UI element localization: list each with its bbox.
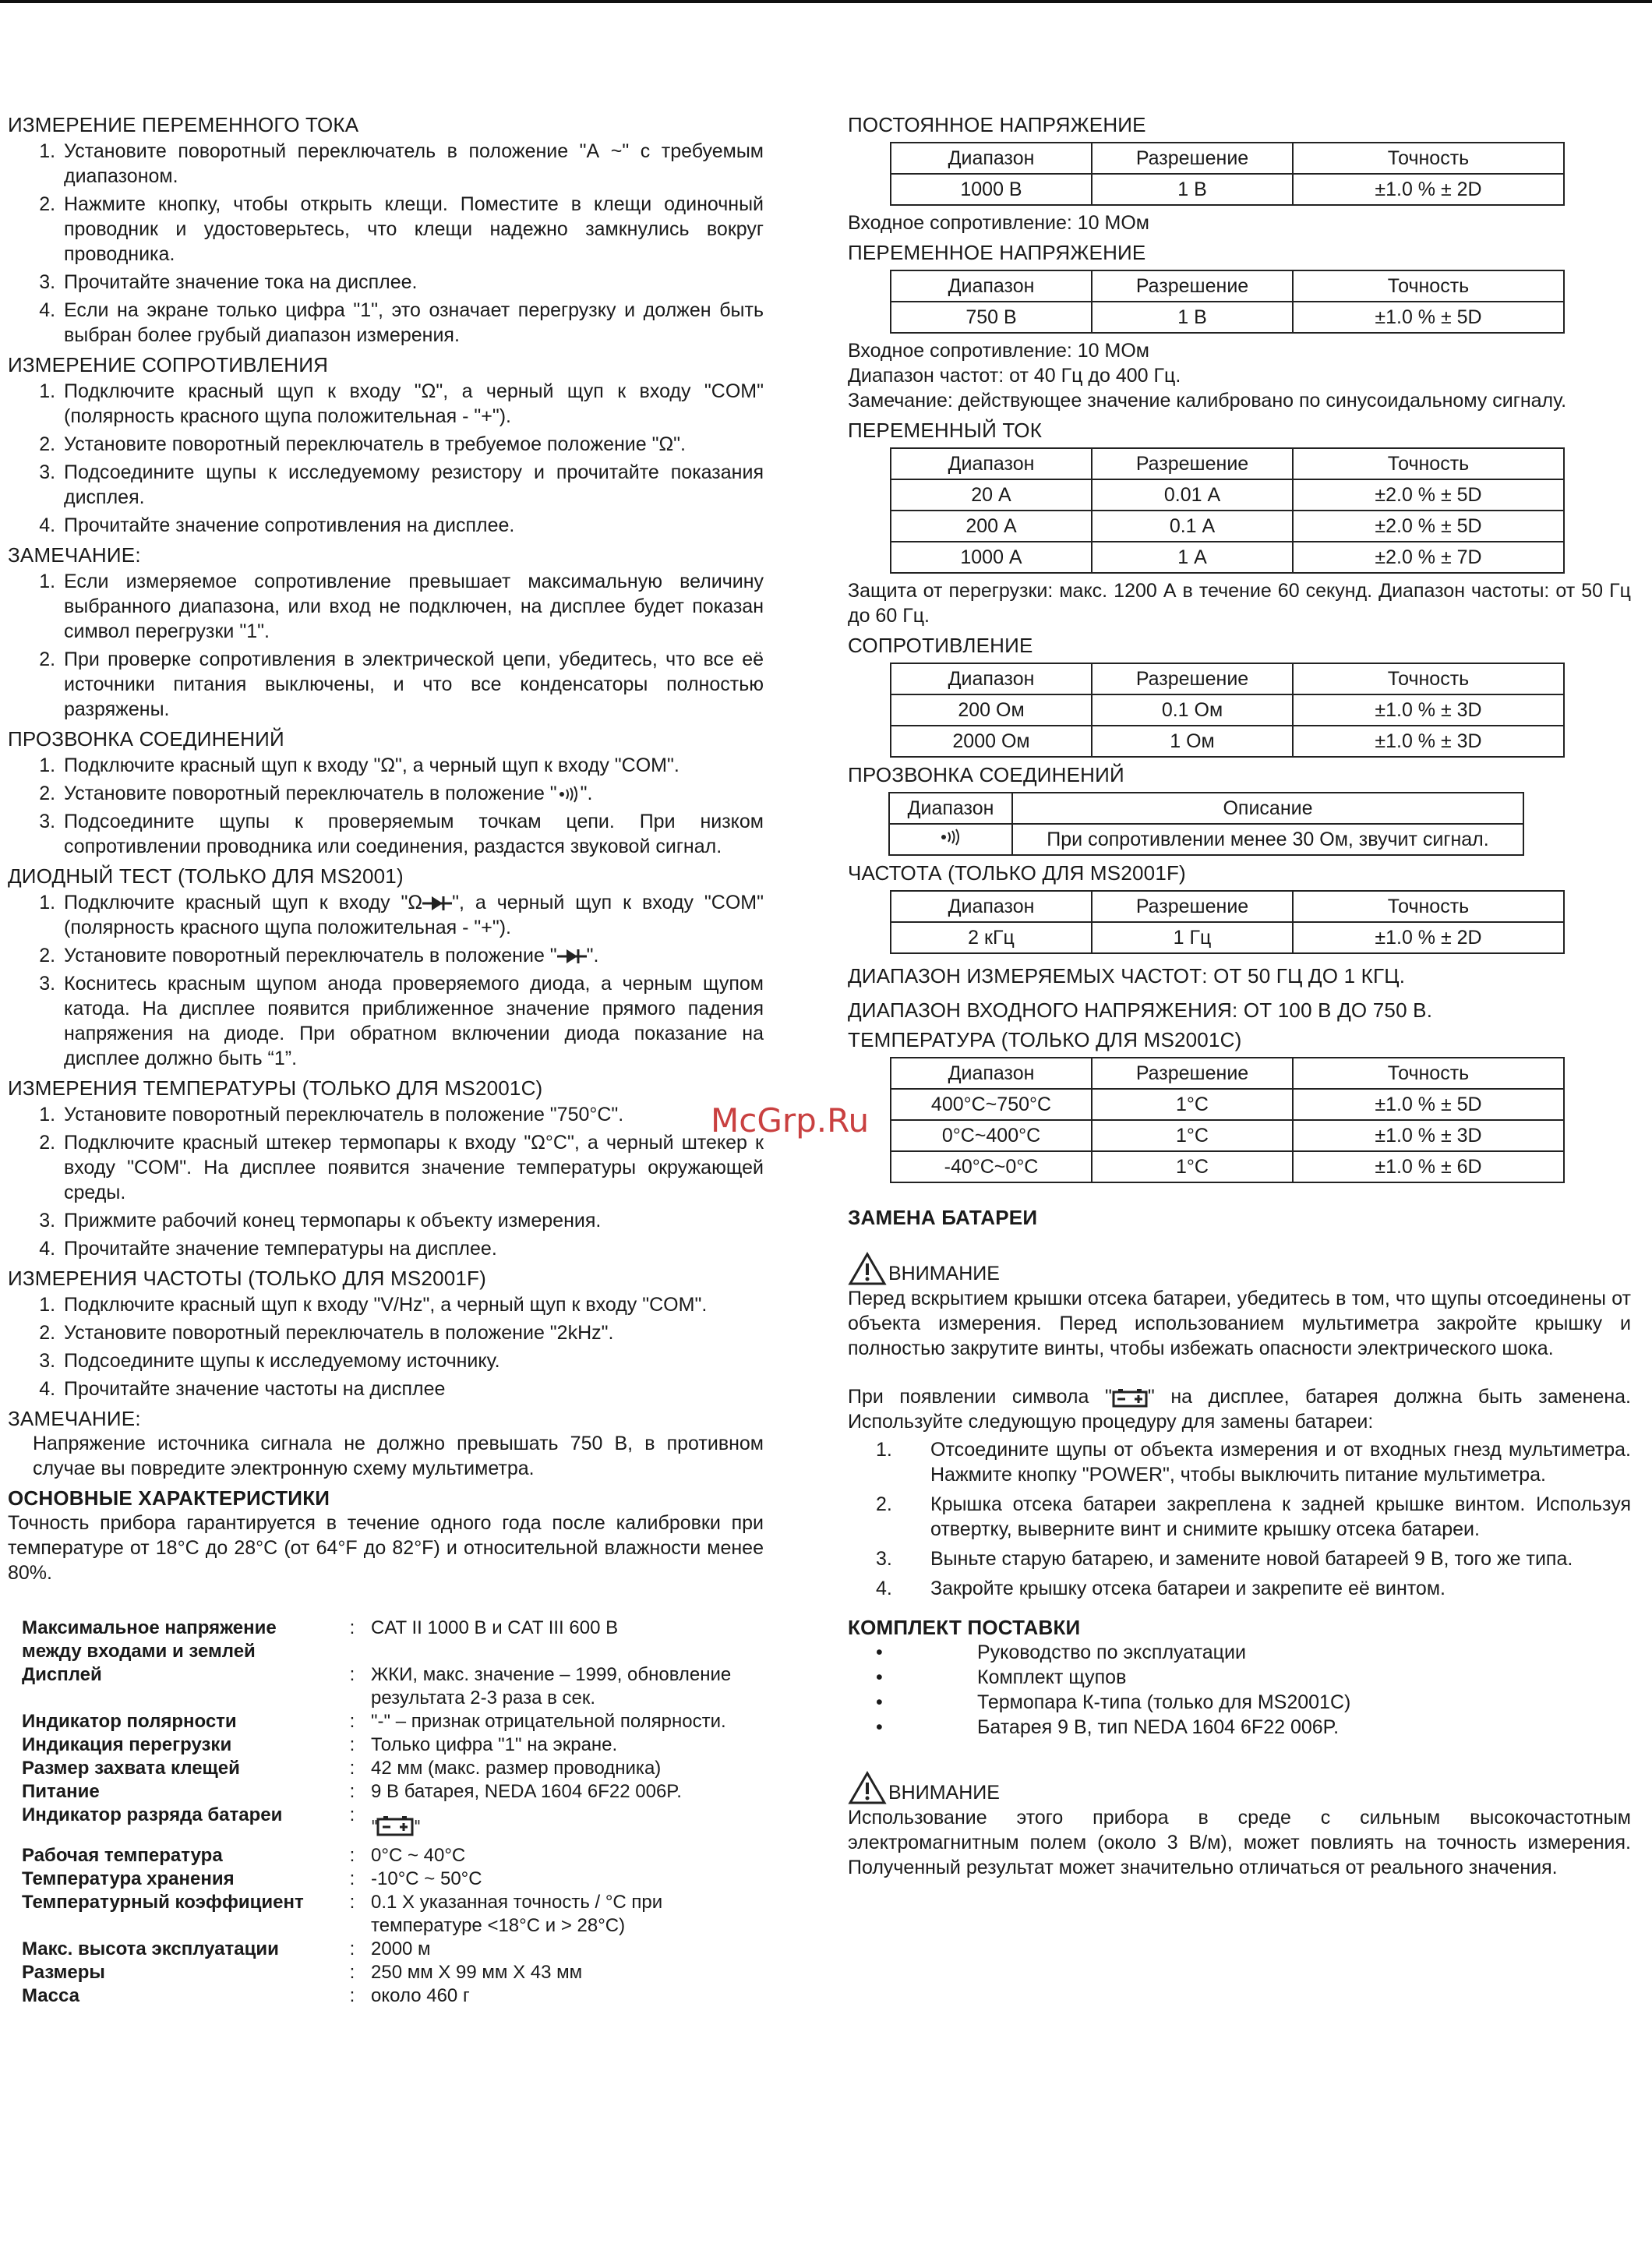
- table-row: [891, 922, 1564, 953]
- spec-key: Дисплей: [22, 1664, 102, 1685]
- table-cell: 1 Гц: [1092, 922, 1293, 953]
- kit-item: Батарея 9 В, тип NEDA 1604 6F22 006P.: [977, 1716, 1340, 1738]
- note2-title: ЗАМЕЧАНИЕ:: [8, 1407, 141, 1430]
- list-item: 3. Прижмите рабочий конец термопары к объекту измерения.: [61, 1208, 764, 1233]
- list-item: 4. Прочитайте значение температуры на дисплее.: [61, 1236, 764, 1261]
- warning-label: ВНИМАНИЕ: [888, 1782, 1000, 1804]
- diode-icon: [557, 948, 587, 965]
- top-rule: [0, 0, 1652, 3]
- acv-title: ПЕРЕМЕННОЕ НАПРЯЖЕНИЕ: [848, 241, 1146, 264]
- table-cell: 1°C: [1092, 1151, 1293, 1182]
- spec-key: Размеры: [22, 1962, 105, 1983]
- continuity-steps: [8, 753, 764, 859]
- list-item: [61, 890, 764, 940]
- aca-title: ПЕРЕМЕННЫЙ ТОК: [848, 419, 1043, 442]
- step-text: Выньте старую батарею, и замените новой батареей 9 В, того же типа.: [930, 1548, 1573, 1570]
- table-row: [22, 1710, 747, 1733]
- list-item: 1. Подключите красный щуп к входу "Ω", а черный щуп к входу "COM".: [61, 753, 764, 778]
- list-item: [61, 943, 764, 968]
- spec-key: Индикатор полярности: [22, 1711, 237, 1732]
- list-item: 3. Подсоедините щупы к исследуемому источнику.: [61, 1348, 764, 1373]
- spec-value: около 460 г: [371, 1985, 470, 2006]
- spec-colon: :: [349, 1868, 355, 1889]
- step-text: Закройте крышку отсека батареи и закрепите её винтом.: [930, 1578, 1446, 1599]
- text: ".: [580, 783, 593, 804]
- header-resolution: Разрешение: [1092, 1058, 1293, 1089]
- header-range: Диапазон: [891, 270, 1092, 302]
- step-number: 4.: [876, 1578, 892, 1599]
- header-description: Описание: [1012, 793, 1523, 824]
- svg-text:": ": [371, 1817, 379, 1836]
- table-cell: 20 А: [891, 479, 1092, 511]
- spec-colon: :: [349, 1664, 355, 1685]
- table-cell: 750 В: [891, 302, 1092, 333]
- table-header-row: [891, 448, 1564, 479]
- step-number: 2.: [876, 1493, 892, 1515]
- spec-colon: :: [349, 1781, 355, 1802]
- table-header-row: [891, 143, 1564, 174]
- list-item: 1. Если измеряемое сопротивление превышает максимальную величину выбранного диапазона, или вход не подключен, на дисплее будет показан символ перегрузки "1".: [61, 569, 764, 644]
- battery-symbol-text: [848, 1384, 1631, 1434]
- bullet: •: [876, 1716, 883, 1738]
- header-range: Диапазон: [891, 891, 1092, 922]
- table-header-row: [891, 891, 1564, 922]
- header-accuracy: Точность: [1293, 1058, 1564, 1089]
- acv-note-3: Замечание: действующее значение калибровано по синусоидальному сигналу.: [848, 390, 1567, 412]
- step-text: Крышка отсека батареи закреплена к задней крышке винтом. Используя отвертку, выверните винт и снимите крышку отсека батареи.: [930, 1493, 1631, 1540]
- table-row: [891, 1089, 1564, 1120]
- warning-icon: [848, 1252, 887, 1286]
- header-range: Диапазон: [891, 448, 1092, 479]
- table-cell: 200 А: [891, 511, 1092, 542]
- dcv-table: [890, 142, 1565, 206]
- characteristics-title: ОСНОВНЫЕ ХАРАКТЕРИСТИКИ: [8, 1486, 330, 1510]
- freq-title: ЧАСТОТА (ТОЛЬКО ДЛЯ MS2001F): [848, 861, 1186, 885]
- step-number: 1.: [876, 1439, 892, 1461]
- table-row: [891, 542, 1564, 573]
- spec-colon: :: [349, 1758, 355, 1779]
- header-accuracy: Точность: [1293, 891, 1564, 922]
- spec-value: 2000 м: [371, 1938, 431, 1959]
- spec-value: CAT II 1000 В и CAT III 600 В: [371, 1617, 619, 1638]
- table-row: [891, 1151, 1564, 1182]
- freq-note-2: ДИАПАЗОН ВХОДНОГО НАПРЯЖЕНИЯ: ОТ 100 В ДО 750 В.: [848, 998, 1433, 1022]
- table-cell: 0.01 А: [1092, 479, 1293, 511]
- list-item: [848, 1546, 1631, 1571]
- list-item: [848, 1665, 1631, 1690]
- table-cell: ±2.0 % ± 5D: [1293, 511, 1564, 542]
- header-resolution: Разрешение: [1092, 663, 1293, 694]
- spec-key: Индикация перегрузки: [22, 1734, 232, 1755]
- table-cell: ±2.0 % ± 5D: [1293, 479, 1564, 511]
- list-item: 3. Прочитайте значение тока на дисплее.: [61, 270, 764, 295]
- table-row: [891, 302, 1564, 333]
- table-header-row: [891, 270, 1564, 302]
- warning-icon: [848, 1771, 887, 1805]
- table-cell: 2000 Ом: [891, 726, 1092, 757]
- table-cell: ±1.0 % ± 2D: [1293, 922, 1564, 953]
- table-cell: ±1.0 % ± 3D: [1293, 726, 1564, 757]
- list-item: 2. Подключите красный штекер термопары к входу "Ω°C", а черный штекер к входу "COM". На дисплее появится значение температуры окружающей среды.: [61, 1130, 764, 1205]
- spec-value: 42 мм (макс. размер проводника): [371, 1758, 662, 1779]
- list-item: 3. Коснитесь красным щупом анода проверяемого диода, а черным щупом катода. На дисплее появится приближенное значение прямого падения напряжения на диоде. При обратном включении диода показание на дисплее должно быть “1”.: [61, 971, 764, 1071]
- spec-key: Температура хранения: [22, 1868, 235, 1889]
- spec-value: "-" – признак отрицательной полярности.: [371, 1711, 726, 1732]
- spec-value: 0°C ~ 40°C: [371, 1845, 466, 1866]
- spec-value: 0.1 X указанная точность / °C при температуре <18°C и > 28°C): [371, 1892, 663, 1936]
- table-row: [22, 1891, 747, 1938]
- table-cell: 1°C: [1092, 1120, 1293, 1151]
- kit-item: Термопара К-типа (только для MS2001C): [977, 1691, 1351, 1713]
- note1-steps: [8, 569, 764, 722]
- table-cell: -40°C~0°C: [891, 1151, 1092, 1182]
- general-warning-text: Использование этого прибора в среде с сильным высокочастотным электромагнитным полем (около 3 В/м), может повлиять на точность измерения. Полученный результат может значительно отличаться от реального значения.: [848, 1807, 1631, 1878]
- characteristics-text: Точность прибора гарантируется в течение одного года после калибровки при температуре от 18°С до 28°С (от 64°F до 82°F) и относительной влажности менее 80%.: [8, 1512, 764, 1584]
- ac-current-title: ИЗМЕРЕНИЕ ПЕРЕМЕННОГО ТОКА: [8, 113, 359, 136]
- spec-colon: :: [349, 1711, 355, 1732]
- list-item: [848, 1715, 1631, 1740]
- spec-colon: :: [349, 1985, 355, 2006]
- text: ".: [586, 945, 599, 966]
- svg-text:": ": [414, 1817, 421, 1836]
- kit-item: Руководство по эксплуатации: [977, 1641, 1246, 1663]
- list-item: 4. Если на экране только цифра "1", это означает перегрузку и должен быть выбран более грубый диапазон измерения.: [61, 298, 764, 348]
- spec-key: Максимальное напряжение между входами и землей: [22, 1617, 277, 1662]
- table-cell: 1°C: [1092, 1089, 1293, 1120]
- text: " на дисплее, батарея должна быть заменена. Используйте следующую процедуру для замены батареи:: [848, 1386, 1631, 1433]
- list-item: [848, 1437, 1631, 1487]
- table-cell: 0.1 А: [1092, 511, 1293, 542]
- specs-table: [22, 1617, 747, 2008]
- spec-value: 250 мм X 99 мм X 43 мм: [371, 1962, 583, 1983]
- list-item: 2. При проверке сопротивления в электрической цепи, убедитесь, что все её источники питания выключены, и что все конденсаторы полностью разряжены.: [61, 647, 764, 722]
- buzzer-icon: [557, 786, 581, 803]
- spec-value: [371, 1804, 747, 1844]
- table-row: [22, 1780, 747, 1804]
- diode-steps: [8, 890, 764, 1071]
- list-item: [848, 1492, 1631, 1542]
- table-cell: ±1.0 % ± 5D: [1293, 1089, 1564, 1120]
- table-cell: 0.1 Ом: [1092, 694, 1293, 726]
- table-cell: 1 Ом: [1092, 726, 1293, 757]
- resistance-title: ИЗМЕРЕНИЕ СОПРОТИВЛЕНИЯ: [8, 353, 329, 376]
- note2-text: Напряжение источника сигнала не должно превышать 750 В, в противном случае вы повредите электронную схему мультиметра.: [33, 1433, 764, 1479]
- battery-icon: [371, 1815, 421, 1838]
- spec-value: Только цифра "1" на экране.: [371, 1734, 618, 1755]
- list-item: [61, 781, 764, 806]
- spec-key: Макс. высота эксплуатации: [22, 1938, 279, 1959]
- spec-colon: :: [349, 1962, 355, 1983]
- frequency-title: ИЗМЕРЕНИЯ ЧАСТОТЫ (ТОЛЬКО ДЛЯ MS2001F): [8, 1267, 486, 1290]
- text: Установите поворотный переключатель в положение ": [64, 945, 557, 966]
- cont-table: [888, 792, 1524, 856]
- spec-colon: :: [349, 1617, 355, 1638]
- table-row: [22, 1961, 747, 1984]
- header-accuracy: Точность: [1293, 270, 1564, 302]
- list-item: [848, 1690, 1631, 1715]
- freq-note-1: ДИАПАЗОН ИЗМЕРЯЕМЫХ ЧАСТОТ: ОТ 50 ГЦ ДО 1 КГЦ.: [848, 964, 1406, 988]
- temperature-steps: [8, 1102, 764, 1261]
- header-range: Диапазон: [889, 793, 1012, 824]
- diode-icon: [422, 895, 452, 912]
- acv-note-2: Диапазон частот: от 40 Гц до 400 Гц.: [848, 365, 1181, 387]
- table-cell: ±1.0 % ± 2D: [1293, 174, 1564, 205]
- res-table: [890, 663, 1565, 758]
- right-column: [848, 108, 1631, 1880]
- acv-note-1: Входное сопротивление: 10 МОм: [848, 340, 1149, 362]
- table-row: [891, 479, 1564, 511]
- table-cell: 1000 В: [891, 174, 1092, 205]
- table-row: [891, 694, 1564, 726]
- general-warning-heading: [848, 1771, 1631, 1805]
- table-cell: ±1.0 % ± 5D: [1293, 302, 1564, 333]
- table-row: [891, 174, 1564, 205]
- table-row: [891, 511, 1564, 542]
- list-item: 2. Установите поворотный переключатель в положение "2kHz".: [61, 1320, 764, 1345]
- list-item: 4. Прочитайте значение сопротивления на дисплее.: [61, 513, 764, 538]
- dcv-note: Входное сопротивление: 10 МОм: [848, 212, 1149, 234]
- cont-title: ПРОЗВОНКА СОЕДИНЕНИЙ: [848, 763, 1124, 786]
- table-row: [22, 1804, 747, 1844]
- spec-value: -10°C ~ 50°C: [371, 1868, 482, 1889]
- step-text: Отсоедините щупы от объекта измерения и от входных гнезд мультиметра. Нажмите кнопку "POWER", чтобы выключить питание мультиметра.: [930, 1439, 1631, 1486]
- battery-icon: [1112, 1387, 1148, 1408]
- table-row: [22, 1757, 747, 1780]
- header-range: Диапазон: [891, 663, 1092, 694]
- table-cell: 400°C~750°C: [891, 1089, 1092, 1120]
- list-item: 3. Подсоедините щупы к исследуемому резистору и прочитайте показания дисплея.: [61, 460, 764, 510]
- table-row: [22, 1617, 747, 1663]
- spec-key: Температурный коэффициент: [22, 1892, 304, 1913]
- header-resolution: Разрешение: [1092, 448, 1293, 479]
- table-row: [891, 1120, 1564, 1151]
- acv-table: [890, 270, 1565, 334]
- aca-note: Защита от перегрузки: макс. 1200 А в течение 60 секунд. Диапазон частоты: от 50 Гц до 60 Гц.: [848, 580, 1631, 627]
- battery-warning-heading: [848, 1252, 1631, 1286]
- spec-colon: :: [349, 1845, 355, 1866]
- kit-list: [848, 1640, 1631, 1740]
- list-item: 1. Подключите красный щуп к входу "Ω", а черный щуп к входу "COM" (полярность красного щупа положительная - "+").: [61, 379, 764, 429]
- header-accuracy: Точность: [1293, 143, 1564, 174]
- freq-table: [890, 890, 1565, 954]
- spec-colon: :: [349, 1804, 355, 1825]
- spec-colon: :: [349, 1938, 355, 1959]
- header-accuracy: Точность: [1293, 663, 1564, 694]
- list-item: 1. Подключите красный щуп к входу "V/Hz", а черный щуп к входу "COM".: [61, 1292, 764, 1317]
- spec-key: Размер захвата клещей: [22, 1758, 240, 1779]
- warning-label: ВНИМАНИЕ: [888, 1263, 1000, 1284]
- step-number: 3.: [876, 1548, 892, 1570]
- spec-value: ЖКИ, макс. значение – 1999, обновление результата 2-3 раза в сек.: [371, 1664, 732, 1709]
- header-range: Диапазон: [891, 1058, 1092, 1089]
- table-row: [22, 1733, 747, 1757]
- battery-title: ЗАМЕНА БАТАРЕИ: [848, 1206, 1038, 1229]
- continuity-title: ПРОЗВОНКА СОЕДИНЕНИЙ: [8, 727, 284, 751]
- header-resolution: Разрешение: [1092, 270, 1293, 302]
- list-item: 4. Прочитайте значение частоты на дисплее: [61, 1376, 764, 1401]
- left-column: [8, 108, 764, 2008]
- table-row: [22, 1938, 747, 1961]
- table-cell: 1000 А: [891, 542, 1092, 573]
- table-header-row: [889, 793, 1523, 824]
- diode-title: ДИОДНЫЙ ТЕСТ (ТОЛЬКО ДЛЯ MS2001): [8, 864, 404, 888]
- bullet: •: [876, 1666, 883, 1688]
- resistance-steps: [8, 379, 764, 538]
- text: Установите поворотный переключатель в положение ": [64, 783, 557, 804]
- list-item: 3. Подсоедините щупы к проверяемым точкам цепи. При низком сопротивлении проводника или соединения, раздастся звуковой сигнал.: [61, 809, 764, 859]
- table-row: [22, 1844, 747, 1868]
- table-cell: ±1.0 % ± 3D: [1293, 1120, 1564, 1151]
- header-accuracy: Точность: [1293, 448, 1564, 479]
- kit-title: КОМПЛЕКТ ПОСТАВКИ: [848, 1616, 1081, 1639]
- table-cell: 1 А: [1092, 542, 1293, 573]
- aca-table: [890, 447, 1565, 574]
- table-cell: При сопротивлении менее 30 Ом, звучит сигнал.: [1012, 824, 1523, 855]
- table-row: [22, 1663, 747, 1710]
- table-cell: 2 кГц: [891, 922, 1092, 953]
- table-cell: 1 В: [1092, 174, 1293, 205]
- text: Подключите красный щуп к входу "Ω: [64, 892, 423, 913]
- spec-colon: :: [349, 1734, 355, 1755]
- spec-key: Рабочая температура: [22, 1845, 223, 1866]
- spec-value: 9 В батарея, NEDA 1604 6F22 006P.: [371, 1781, 682, 1802]
- header-resolution: Разрешение: [1092, 143, 1293, 174]
- temp-table: [890, 1057, 1565, 1183]
- bullet: •: [876, 1641, 883, 1663]
- list-item: [848, 1640, 1631, 1665]
- table-row: [22, 1868, 747, 1891]
- header-resolution: Разрешение: [1092, 891, 1293, 922]
- list-item: 1. Установите поворотный переключатель в положение "750°C".: [61, 1102, 764, 1127]
- watermark: McGrp.Ru: [711, 1101, 870, 1140]
- temperature-title: ИЗМЕРЕНИЯ ТЕМПЕРАТУРЫ (ТОЛЬКО ДЛЯ MS2001C): [8, 1076, 543, 1100]
- table-row: [891, 726, 1564, 757]
- table-cell: ±1.0 % ± 6D: [1293, 1151, 1564, 1182]
- bullet: •: [876, 1691, 883, 1713]
- battery-steps: [848, 1437, 1631, 1601]
- kit-item: Комплект щупов: [977, 1666, 1127, 1688]
- table-row: [889, 824, 1523, 855]
- table-cell: ±1.0 % ± 3D: [1293, 694, 1564, 726]
- list-item: [848, 1576, 1631, 1601]
- text: ", а черный щуп к входу "COM" (полярность красного щупа положительная - "+").: [64, 892, 764, 938]
- table-cell: 1 В: [1092, 302, 1293, 333]
- table-cell: 0°C~400°C: [891, 1120, 1092, 1151]
- spec-colon: :: [349, 1892, 355, 1913]
- ac-current-steps: [8, 139, 764, 348]
- frequency-steps: [8, 1292, 764, 1401]
- battery-warning-text: Перед вскрытием крышки отсека батареи, убедитесь в том, что щупы отсоединены от объекта измерения. Перед использованием мультиметра закройте крышку и полностью закрутите винты, чтобы избежать опасности электрического шока.: [848, 1288, 1631, 1359]
- note1-title: ЗАМЕЧАНИЕ:: [8, 543, 141, 567]
- spec-key: Питание: [22, 1781, 100, 1802]
- table-cell: [889, 824, 1012, 855]
- dcv-title: ПОСТОЯННОЕ НАПРЯЖЕНИЕ: [848, 113, 1146, 136]
- table-cell: ±2.0 % ± 7D: [1293, 542, 1564, 573]
- temp-title: ТЕМПЕРАТУРА (ТОЛЬКО ДЛЯ MS2001C): [848, 1028, 1242, 1051]
- res-title: СОПРОТИВЛЕНИЕ: [848, 634, 1033, 657]
- table-cell: 200 Ом: [891, 694, 1092, 726]
- table-header-row: [891, 663, 1564, 694]
- list-item: 2. Нажмите кнопку, чтобы открыть клещи. Поместите в клещи одиночный проводник и удостоверьтесь, что клещи надежно замкнулись вокруг проводника.: [61, 192, 764, 267]
- table-row: [22, 1984, 747, 2008]
- spec-key: Индикатор разряда батареи: [22, 1804, 283, 1825]
- spec-key: Масса: [22, 1985, 79, 2006]
- buzzer-icon: [939, 829, 962, 846]
- list-item: 2. Установите поворотный переключатель в требуемое положение "Ω".: [61, 432, 764, 457]
- table-header-row: [891, 1058, 1564, 1089]
- list-item: 1. Установите поворотный переключатель в положение "А ~" с требуемым диапазоном.: [61, 139, 764, 189]
- header-range: Диапазон: [891, 143, 1092, 174]
- text: При появлении символа ": [848, 1386, 1112, 1408]
